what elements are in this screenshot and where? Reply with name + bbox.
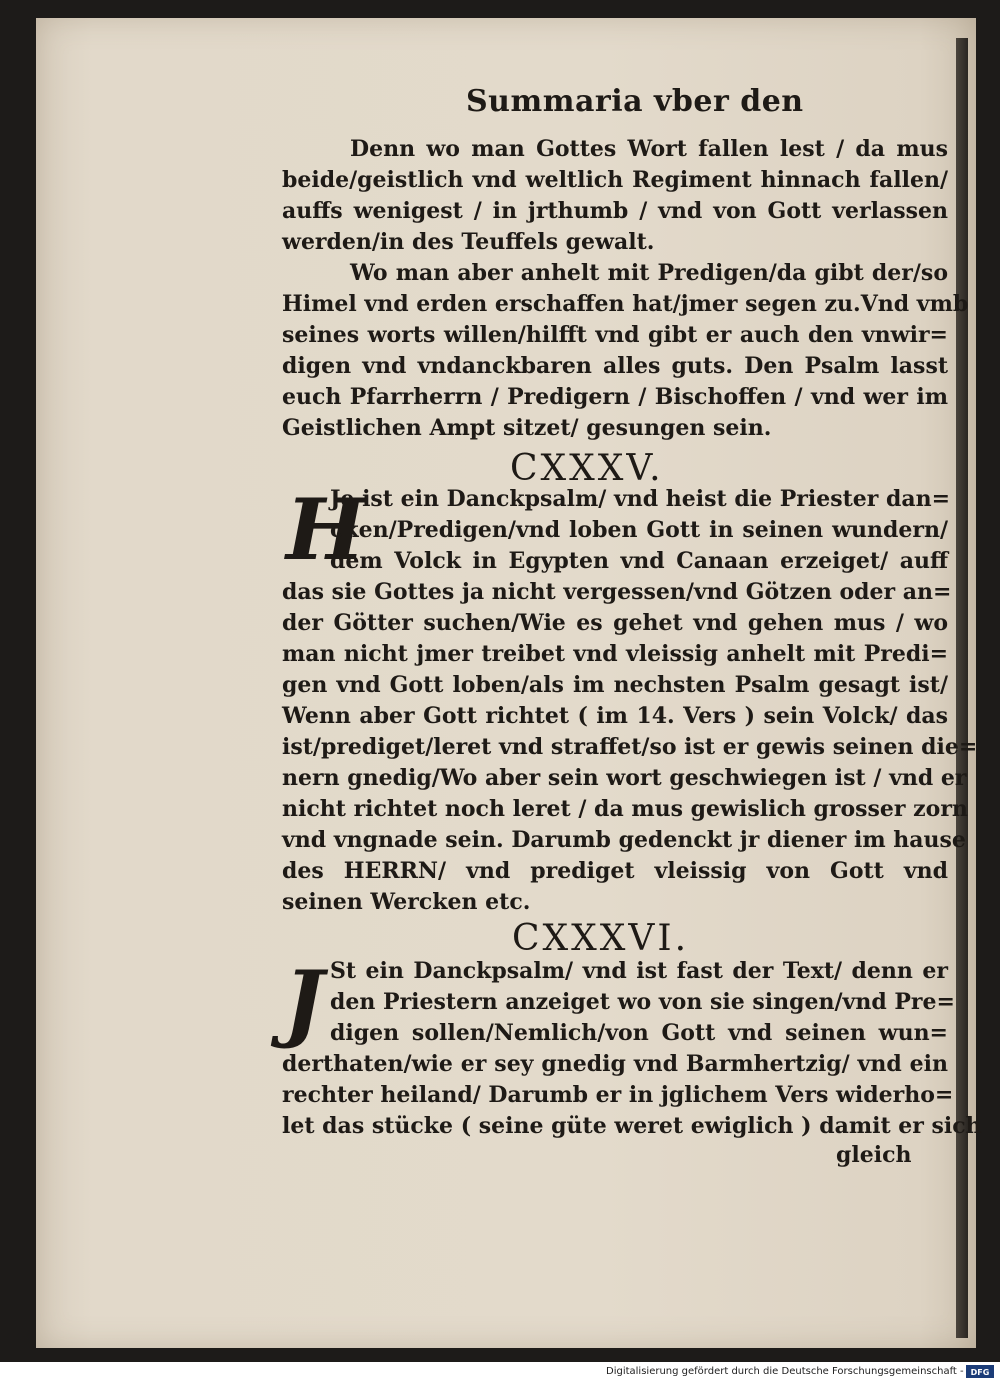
text-line: auffs wenigest / in jrthumb / vnd von Gott verlassen — [282, 198, 948, 224]
text-line: man nicht jmer treibet vnd vleissig anhelt mit Predi= — [282, 641, 948, 667]
text-line: vnd vngnade sein. Darumb gedenckt jr diener im hause — [282, 827, 966, 853]
text-line: beide/geistlich vnd weltlich Regiment hinnach fallen/ — [282, 167, 948, 193]
text-line: derthaten/wie er sey gnedig vnd Barmhertzig/ vnd ein — [282, 1051, 948, 1077]
text-line: cken/Predigen/vnd loben Gott in seinen wundern/ — [330, 517, 948, 543]
text-line: der Götter suchen/Wie es gehet vnd gehen mus / wo — [282, 610, 948, 636]
text-line: nern gnedig/Wo aber sein wort geschwiegen ist / vnd er — [282, 765, 967, 791]
drop-cap-initial: J — [284, 952, 324, 1051]
psalm-numeral: CXXXV. — [510, 448, 664, 489]
text-line: let das stücke ( seine güte weret ewiglich ) damit er sich — [282, 1113, 982, 1139]
digitization-credit: Digitalisierung gefördert durch die Deutsche Forschungsgemeinschaft - — [606, 1366, 964, 1377]
text-line: dem Volck in Egypten vnd Canaan erzeiget/ auff — [330, 548, 948, 574]
text-line: das sie Gottes ja nicht vergessen/vnd Götzen oder an= — [282, 579, 952, 605]
book-page — [36, 18, 982, 1348]
catchword: gleich — [836, 1142, 912, 1168]
drop-cap-initial: H — [286, 480, 366, 579]
text-line: euch Pfarrherrn / Predigern / Bischoffen / vnd wer im — [282, 384, 948, 410]
running-header: Summaria vber den — [466, 84, 804, 119]
text-line: Himel vnd erden erschaffen hat/jmer segen zu.Vnd vmb — [282, 291, 969, 317]
text-line: seinen Wercken etc. — [282, 889, 531, 915]
text-line: den Priestern anzeiget wo von sie singen/vnd Pre= — [330, 989, 955, 1015]
text-line: Je ist ein Danckpsalm/ vnd heist die Priester dan= — [330, 486, 951, 512]
text-line: ist/prediget/leret vnd straffet/so ist er gewis seinen die= — [282, 734, 978, 760]
text-line: werden/in des Teuffels gewalt. — [282, 229, 655, 255]
text-line: St ein Danckpsalm/ vnd ist fast der Text/ denn er — [330, 958, 948, 984]
text-line: seines worts willen/hilfft vnd gibt er auch den vnwir= — [282, 322, 948, 348]
text-line: Geistlichen Ampt sitzet/ gesungen sein. — [282, 415, 772, 441]
dfg-logo: DFG — [966, 1365, 994, 1378]
text-line: digen vnd vndanckbaren alles guts. Den Psalm lasst — [282, 353, 948, 379]
text-line: des HERRN/ vnd prediget vleissig von Gott vnd — [282, 858, 948, 884]
text-line: Wo man aber anhelt mit Predigen/da gibt der/so — [350, 260, 948, 286]
text-line: Denn wo man Gottes Wort fallen lest / da mus — [350, 136, 948, 162]
text-line: Wenn aber Gott richtet ( im 14. Vers ) sein Volck/ das — [282, 703, 948, 729]
text-line: digen sollen/Nemlich/von Gott vnd seinen wun= — [330, 1020, 948, 1046]
text-line: gen vnd Gott loben/als im nechsten Psalm gesagt ist/ — [282, 672, 948, 698]
text-line: rechter heiland/ Darumb er in jglichem Vers widerho= — [282, 1082, 954, 1108]
text-line: nicht richtet noch leret / da mus gewislich grosser zorn — [282, 796, 968, 822]
page-text — [36, 18, 982, 1348]
psalm-numeral: CXXXVI. — [512, 918, 690, 959]
